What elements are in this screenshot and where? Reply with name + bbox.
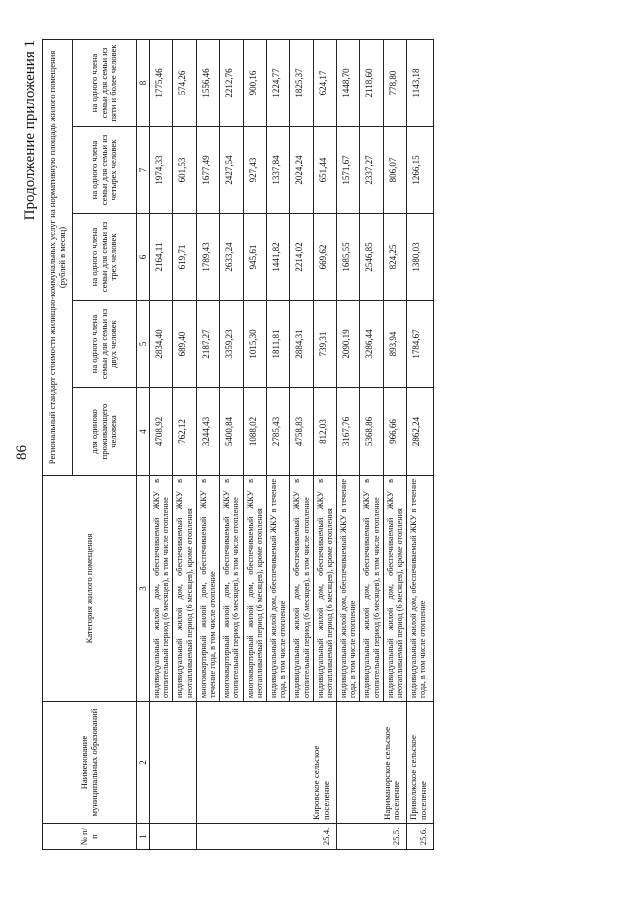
housing-category: индивидуальный жилой дом, обеспечиваемый ЖКУ в течение года, в том числе отопление [407, 476, 434, 702]
municipality-name: Нариманорское сельское поселение [337, 702, 407, 824]
value-family-4: 1266,15 [407, 127, 434, 214]
value-family-3: 1685,55 [337, 214, 360, 301]
column-index: 7 [137, 127, 150, 214]
column-index: 2 [137, 702, 150, 824]
housing-category: многоквартирный жилой дом, обеспечиваемый ЖКУ в неотапливаемый период (6 месяцев), кроме отопления [243, 476, 266, 702]
value-single: 762,12 [173, 388, 196, 476]
column-index: 5 [137, 301, 150, 388]
housing-category: индивидуальный жилой дом, обеспечиваемый ЖКУ в течение года, в том числе отопление [266, 476, 289, 702]
value-family-4: 651,44 [313, 127, 336, 214]
value-family-3: 824,25 [383, 214, 406, 301]
header-municipality: Наименование муниципальных образований [43, 702, 137, 824]
housing-category: индивидуальный жилой дом, обеспечиваемый ЖКУ в течение года, в том числе отопление [337, 476, 360, 702]
header-category: Категория жилого помещения [43, 476, 137, 702]
value-family-5plus: 1448,70 [337, 39, 360, 126]
housing-category: индивидуальный жилой дом, обеспечиваемый ЖКУ в неотапливаемый период (6 месяцев), кроме отопления [313, 476, 336, 702]
value-family-5plus: 778,80 [383, 39, 406, 126]
row-number: 25.5. [337, 824, 407, 850]
value-family-2: 3359,23 [220, 301, 243, 388]
value-single: 2862,24 [407, 388, 434, 476]
value-family-2: 2090,19 [337, 301, 360, 388]
page-number: 86 [14, 445, 30, 460]
value-single: 812,03 [313, 388, 336, 476]
table-row [337, 39, 360, 849]
value-family-4: 927,43 [243, 127, 266, 214]
value-family-5plus: 1143,18 [407, 39, 434, 126]
header-no: № п/п [43, 824, 137, 850]
value-family-5plus: 1224,77 [266, 39, 289, 126]
value-family-4: 2427,54 [220, 127, 243, 214]
value-family-4: 601,53 [173, 127, 196, 214]
column-index: 1 [137, 824, 150, 850]
table-row [196, 39, 219, 849]
housing-category: многоквартирный жилой дом, обеспечиваемый ЖКУ в отопительный период (6 месяцев), в том числе отопление [220, 476, 243, 702]
value-family-3: 619,71 [173, 214, 196, 301]
value-single: 4708,92 [150, 388, 173, 476]
value-family-4: 2024,24 [290, 127, 313, 214]
value-family-2: 2187,27 [196, 301, 219, 388]
row-number: 25.6. [407, 824, 434, 850]
housing-category: многоквартирный жилой дом, обеспечиваемый ЖКУ в течение года, в том числе отопление [196, 476, 219, 702]
value-family-4: 1974,33 [150, 127, 173, 214]
municipality-name: Кировское сельское поселение [196, 702, 336, 824]
value-family-3: 2546,85 [360, 214, 383, 301]
header-single: для одиноко проживающего человека [73, 388, 137, 476]
value-family-5plus: 1825,37 [290, 39, 313, 126]
value-family-4: 1677,49 [196, 127, 219, 214]
value-family-2: 689,40 [173, 301, 196, 388]
value-family-3: 1789,43 [196, 214, 219, 301]
value-family-2: 1015,30 [243, 301, 266, 388]
housing-category: индивидуальный жилой дом, обеспечиваемый ЖКУ в отопительный период (6 месяцев), в том числе отопление [290, 476, 313, 702]
value-single: 5400,84 [220, 388, 243, 476]
value-family-3: 2633,24 [220, 214, 243, 301]
value-family-5plus: 1775,46 [150, 39, 173, 126]
column-index: 6 [137, 214, 150, 301]
value-family-2: 739,31 [313, 301, 336, 388]
appendix-subtitle: Продолжение приложения 1 [22, 40, 38, 221]
value-family-5plus: 1556,46 [196, 39, 219, 126]
header-regional-standard: Региональный стандарт стоимости жилищно-коммунальных услуг на нормативную площадь жилого помещения (рублей в месяц) [43, 39, 73, 475]
value-family-3: 2214,02 [290, 214, 313, 301]
value-family-4: 2337,27 [360, 127, 383, 214]
housing-category: индивидуальный жилой дом, обеспечиваемый ЖКУ в неотапливаемый период (6 месяцев), кроме отопления [383, 476, 406, 702]
header-family-2: на одного члена семьи для семьи из двух человек [73, 301, 137, 388]
value-family-5plus: 2212,76 [220, 39, 243, 126]
value-family-5plus: 624,17 [313, 39, 336, 126]
housing-standard-table [42, 39, 434, 850]
value-family-2: 2834,40 [150, 301, 173, 388]
row-number [150, 824, 197, 850]
header-family-3: на одного члена семьи для семьи из трех человек [73, 214, 137, 301]
municipality-name: Приволжское сельское поселение [407, 702, 434, 824]
value-single: 2785,43 [266, 388, 289, 476]
value-family-3: 1380,03 [407, 214, 434, 301]
housing-category: индивидуальный жилой дом, обеспечиваемый ЖКУ в неотапливаемый период (6 месяцев), кроме отопления [173, 476, 196, 702]
value-single: 3167,76 [337, 388, 360, 476]
value-single: 4758,83 [290, 388, 313, 476]
value-family-5plus: 574,26 [173, 39, 196, 126]
column-index: 4 [137, 388, 150, 476]
value-family-2: 893,94 [383, 301, 406, 388]
value-single: 966,66 [383, 388, 406, 476]
value-family-2: 1811,81 [266, 301, 289, 388]
municipality-name [150, 702, 197, 824]
header-family-4: на одного члена семьи для семьи из четырех человек [73, 127, 137, 214]
value-single: 1088,02 [243, 388, 266, 476]
header-family-5plus: на одного члена семьи для семьи из пяти и более человек [73, 39, 137, 126]
value-family-3: 669,62 [313, 214, 336, 301]
table-row [150, 39, 173, 849]
value-family-3: 945,61 [243, 214, 266, 301]
value-family-2: 2884,31 [290, 301, 313, 388]
value-family-5plus: 900,16 [243, 39, 266, 126]
housing-category: индивидуальный жилой дом, обеспечиваемый ЖКУ в отопительный период (6 месяцев), в том числе отопление [150, 476, 173, 702]
value-family-4: 806,07 [383, 127, 406, 214]
table-row [407, 39, 434, 849]
value-single: 3244,43 [196, 388, 219, 476]
value-family-3: 2164,11 [150, 214, 173, 301]
column-index: 8 [137, 39, 150, 126]
value-family-4: 1571,67 [337, 127, 360, 214]
row-number: 25.4. [196, 824, 336, 850]
value-family-2: 3286,44 [360, 301, 383, 388]
value-family-2: 1784,67 [407, 301, 434, 388]
value-family-4: 1337,84 [266, 127, 289, 214]
value-family-3: 1441,82 [266, 214, 289, 301]
column-index: 3 [137, 476, 150, 702]
value-single: 5368,86 [360, 388, 383, 476]
housing-category: индивидуальный жилой дом, обеспечиваемый ЖКУ в отопительный период (6 месяцев), в том числе отопление [360, 476, 383, 702]
value-family-5plus: 2118,60 [360, 39, 383, 126]
